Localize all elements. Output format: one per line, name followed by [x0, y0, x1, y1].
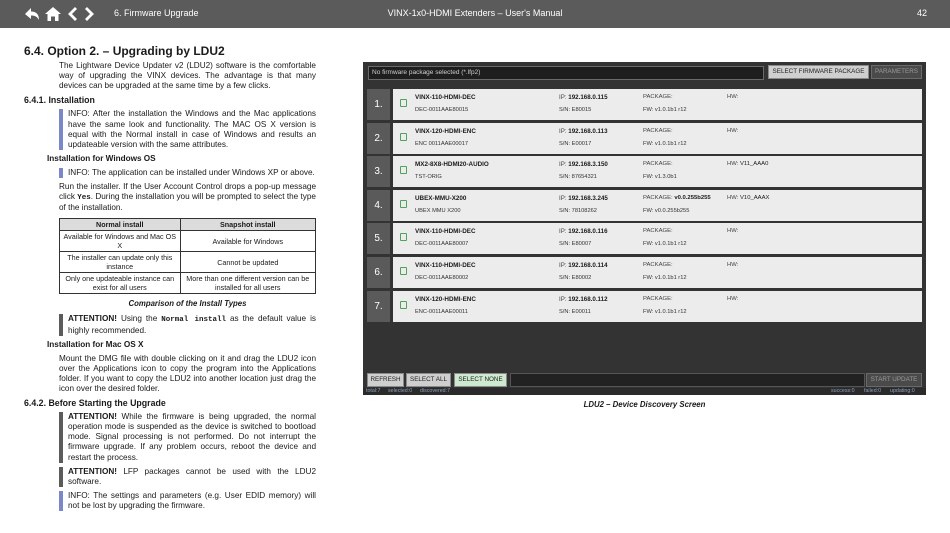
device-card[interactable]: [393, 291, 922, 322]
fw-label: FW:: [643, 274, 655, 281]
status-failed: failed:0: [864, 388, 882, 394]
package-label: PACKAGE:: [643, 194, 675, 201]
ip-value: 192.168.0.112: [568, 295, 608, 303]
hw-label: HW:: [727, 127, 739, 134]
device-card[interactable]: [393, 223, 922, 254]
package-value: v0.0.255b255: [674, 194, 711, 201]
sn-label: S/N:: [559, 241, 572, 248]
sn-value: 78108262: [571, 207, 597, 214]
status-bar: [363, 388, 926, 395]
device-label: UBEX MMU X200: [415, 207, 461, 214]
device-name: VINX-120-HDMI-ENC: [415, 295, 476, 303]
hw-value: V11_AAA0: [739, 161, 769, 168]
sn-label: S/N:: [559, 107, 572, 113]
sn-value: E80015: [571, 107, 592, 113]
attention-text-b: as the default value is highly recommended.: [68, 314, 317, 335]
table-cell: Only one updateable instance can exist for all users: [60, 273, 181, 294]
device-ip: [559, 161, 608, 168]
device-ip: [559, 262, 608, 269]
fw-value: v1.0.1b1 r12: [654, 308, 687, 315]
fw-value: v0.0.255b255: [654, 207, 690, 214]
device-name: VINX-110-HDMI-DEC: [415, 261, 476, 269]
ip-value: 192.168.3.245: [568, 194, 608, 202]
ip-label: IP:: [559, 194, 569, 202]
device-hardware: [727, 296, 738, 302]
figure-caption: LDU2 – Device Discovery Screen: [583, 400, 706, 409]
device-firmware: [643, 275, 687, 281]
device-label: DEC-0011AAE80002: [415, 274, 469, 281]
device-package: [643, 296, 673, 302]
mac-heading: Installation for Mac OS X: [47, 339, 144, 349]
device-checkbox[interactable]: [400, 133, 407, 141]
device-ip: [559, 128, 608, 135]
device-firmware: [643, 208, 689, 214]
device-checkbox[interactable]: [400, 233, 407, 241]
device-label: ENC 0011AAE00017: [415, 140, 469, 147]
table-row: [60, 273, 316, 294]
fw-label: FW:: [643, 140, 655, 147]
device-checkbox[interactable]: [400, 200, 407, 208]
sn-label: S/N:: [559, 140, 572, 147]
sn-value: E00017: [571, 140, 592, 147]
table-row: [60, 231, 316, 252]
fw-label: FW:: [643, 174, 655, 181]
device-row[interactable]: [367, 257, 922, 288]
device-ip: [559, 296, 608, 303]
device-checkbox[interactable]: [400, 267, 407, 275]
table-row: [60, 252, 316, 273]
sn-value: 87654321: [571, 174, 597, 181]
device-name: VINX-110-HDMI-DEC: [415, 94, 476, 101]
status-success: success:0: [831, 388, 855, 394]
ip-value: 192.168.0.116: [568, 228, 608, 236]
device-card[interactable]: [393, 190, 922, 221]
package-label: PACKAGE:: [643, 94, 673, 100]
table-cell: Cannot be updated: [180, 252, 315, 273]
package-label: PACKAGE:: [643, 228, 673, 235]
device-package: [643, 94, 673, 100]
device-package: [643, 128, 673, 134]
attention-label: ATTENTION!: [68, 466, 117, 476]
document-title: VINX-1x0-HDMI Extenders – User's Manual: [387, 8, 563, 18]
status-discovered: discovered:7: [420, 388, 451, 394]
sn-value: E00011: [571, 308, 591, 315]
sn-value: E80007: [571, 241, 592, 248]
firmware-path-field[interactable]: No firmware package selected (*.lfp2): [368, 66, 764, 80]
device-package: [643, 195, 711, 201]
device-index: 4.: [367, 190, 390, 221]
device-ip: [559, 94, 608, 101]
ip-label: IP:: [559, 94, 569, 101]
device-checkbox[interactable]: [400, 166, 407, 174]
device-firmware: [643, 309, 687, 315]
ldu2-window: [363, 62, 926, 395]
parameters-button[interactable]: PARAMETERS: [871, 65, 922, 79]
device-serial: [559, 107, 591, 113]
fw-value: v1.0.1b1 r12: [654, 274, 687, 281]
run-installer-paragraph: [59, 182, 316, 213]
hw-value: V10_AAAX: [739, 194, 770, 201]
ip-value: 192.168.0.115: [568, 94, 608, 101]
yes-keyword: Yes: [77, 194, 91, 203]
attention-label: ATTENTION!: [68, 412, 117, 422]
device-checkbox[interactable]: [400, 99, 407, 107]
attention-text: LFP packages cannot be used with the LDU2 software.: [68, 466, 316, 486]
device-hardware: [727, 128, 738, 134]
device-row[interactable]: [367, 291, 922, 322]
device-hardware: [727, 195, 769, 201]
fw-label: FW:: [643, 308, 655, 315]
ip-label: IP:: [559, 127, 569, 135]
hw-label: HW:: [727, 295, 739, 302]
intro-paragraph: The Lightware Device Updater v2 (LDU2) software is the comfortable way of upgrading the VINX devices. The advantage is that many devices can be upgraded at the same time by a few clicks.: [59, 61, 316, 91]
ip-label: IP:: [559, 295, 569, 303]
attention-label: ATTENTION!: [68, 314, 117, 324]
install-types-table: [59, 218, 316, 294]
device-index: 1.: [367, 89, 390, 120]
run-text-a: Run the installer. If the User Account Control drops a pop-up message click: [59, 182, 316, 202]
device-serial: [559, 309, 591, 315]
run-text-b: . During the installation you will be prompted to select the type of the installation.: [59, 192, 316, 213]
device-name: VINX-120-HDMI-ENC: [415, 127, 476, 135]
table-header: Normal install: [60, 219, 181, 231]
device-hardware: [727, 262, 738, 268]
device-firmware: [643, 174, 677, 180]
table-cell: More than one different version can be installed for all users: [180, 273, 315, 294]
device-name: MX2-8X8-HDMI20-AUDIO: [415, 161, 489, 169]
package-label: PACKAGE:: [643, 295, 673, 302]
ip-value: 192.168.3.150: [568, 161, 608, 169]
select-firmware-package-button[interactable]: SELECT FIRMWARE PACKAGE: [768, 65, 869, 79]
start-update-button[interactable]: START UPDATE: [866, 373, 922, 387]
ip-label: IP:: [559, 161, 569, 169]
select-none-button[interactable]: SELECT NONE: [454, 373, 507, 387]
refresh-button[interactable]: REFRESH: [367, 373, 404, 387]
device-row[interactable]: [367, 123, 922, 154]
hw-label: HW:: [727, 228, 739, 235]
ip-label: IP:: [559, 228, 569, 236]
device-card[interactable]: [393, 257, 922, 288]
section-title: 6. Firmware Upgrade: [114, 8, 199, 18]
status-selected: selected:0: [388, 388, 413, 394]
fw-value: v1.0.1b1 r12: [654, 107, 687, 113]
device-ip: [559, 195, 608, 202]
attention-box-lfp: [59, 467, 316, 487]
device-package: [643, 262, 673, 268]
fw-value: v1.0.1b1 r12: [654, 140, 687, 147]
ip-label: IP:: [559, 261, 569, 269]
device-card[interactable]: [393, 123, 922, 154]
device-package: [643, 228, 673, 234]
fw-label: FW:: [643, 107, 655, 113]
device-package: [643, 161, 673, 167]
status-updating: updating:0: [890, 388, 915, 394]
table-cell: The installer can update only this instance: [60, 252, 181, 273]
page-number: 42: [916, 8, 927, 18]
table-caption: Comparison of the Install Types: [128, 299, 247, 309]
table-cell: Available for Windows: [180, 231, 315, 252]
device-row[interactable]: [367, 223, 922, 254]
select-all-button[interactable]: SELECT ALL: [406, 373, 451, 387]
attention-text: While the firmware is being upgraded, the normal operation mode is suspended as the device is switched to bootload mode. Signal processing is not performed. Do not interrupt the firmware upgrade. If any problem occurs, reboot the device and restart the process.: [68, 412, 316, 462]
normal-install-keyword: Normal install: [161, 316, 226, 325]
device-card[interactable]: [393, 89, 922, 120]
section-heading: 6.4. Option 2. – Upgrading by LDU2: [24, 44, 225, 58]
table-header: Snapshot install: [180, 219, 315, 231]
device-label: DEC-0011AAE80015: [415, 107, 469, 113]
package-label: PACKAGE:: [643, 261, 673, 268]
device-hardware: [727, 161, 768, 167]
device-serial: [559, 241, 591, 247]
status-total: total:7: [366, 388, 381, 394]
device-index: 2.: [367, 123, 390, 154]
attention-box-normal-install: [59, 314, 316, 335]
sn-label: S/N:: [559, 207, 572, 214]
hw-label: HW:: [727, 94, 739, 100]
windows-heading: Installation for Windows OS: [47, 153, 156, 163]
sn-label: S/N:: [559, 174, 572, 181]
device-hardware: [727, 228, 738, 234]
device-label: ENC-0011AAE00011: [415, 308, 468, 315]
device-hardware: [727, 94, 738, 100]
device-firmware: [643, 107, 687, 113]
fw-value: v1.3.0b1: [654, 174, 677, 181]
ip-value: 192.168.0.113: [568, 127, 608, 135]
ip-value: 192.168.0.114: [568, 261, 608, 269]
device-index: 5.: [367, 223, 390, 254]
package-label: PACKAGE:: [643, 161, 673, 168]
info-box-installation: INFO: After the installation the Windows and the Mac applications have the same look and functionality. The MAC OS X version is equal with the Normal install in case of Windows and results an updateable version with the same attributes.: [59, 109, 316, 149]
device-serial: [559, 141, 591, 147]
sn-value: E80002: [571, 274, 592, 281]
device-row[interactable]: [367, 190, 922, 221]
before-upgrade-heading: 6.4.2. Before Starting the Upgrade: [24, 398, 166, 409]
update-progress-bar: [510, 373, 865, 387]
info-box-settings: INFO: The settings and parameters (e.g. User EDID memory) will not be lost by upgrading the firmware.: [59, 491, 316, 511]
device-label: TST-ORIG: [415, 174, 442, 181]
installation-heading: 6.4.1. Installation: [24, 95, 95, 106]
device-firmware: [643, 241, 687, 247]
device-checkbox[interactable]: [400, 301, 407, 309]
device-index: 3.: [367, 156, 390, 187]
device-serial: [559, 208, 597, 214]
device-label: DEC-0011AAE80007: [415, 241, 469, 248]
device-name: VINX-110-HDMI-DEC: [415, 228, 476, 236]
attention-text-a: Using the: [116, 314, 162, 324]
fw-value: v1.0.1b1 r12: [654, 241, 687, 248]
device-row[interactable]: [367, 89, 922, 120]
device-ip: [559, 228, 608, 235]
info-box-windows: INFO: The application can be installed under Windows XP or above.: [59, 168, 316, 178]
sn-label: S/N:: [559, 274, 572, 281]
hw-label: HW:: [727, 194, 740, 201]
hw-label: HW:: [727, 261, 739, 268]
device-index: 6.: [367, 257, 390, 288]
device-card[interactable]: [393, 156, 922, 187]
fw-label: FW:: [643, 207, 655, 214]
mac-paragraph: Mount the DMG file with double clicking on it and drag the LDU2 icon over the Applications icon to copy the program into the Applications folder. If you want to copy the LDU2 into another location just drag the icon over the desired folder.: [59, 353, 316, 393]
fw-label: FW:: [643, 241, 655, 248]
table-cell: Available for Windows and Mac OS X: [60, 231, 181, 252]
package-label: PACKAGE:: [643, 127, 673, 134]
top-bar: [0, 0, 950, 28]
device-firmware: [643, 141, 687, 147]
attention-box-bootload: [59, 412, 316, 462]
left-column: [24, 46, 316, 515]
sn-label: S/N:: [559, 308, 572, 315]
device-serial: [559, 174, 597, 180]
device-row[interactable]: [367, 156, 922, 187]
device-name: UBEX-MMU-X200: [415, 194, 467, 202]
device-serial: [559, 275, 591, 281]
hw-label: HW:: [727, 161, 740, 168]
device-index: 7.: [367, 291, 390, 322]
device-list: [367, 89, 922, 324]
